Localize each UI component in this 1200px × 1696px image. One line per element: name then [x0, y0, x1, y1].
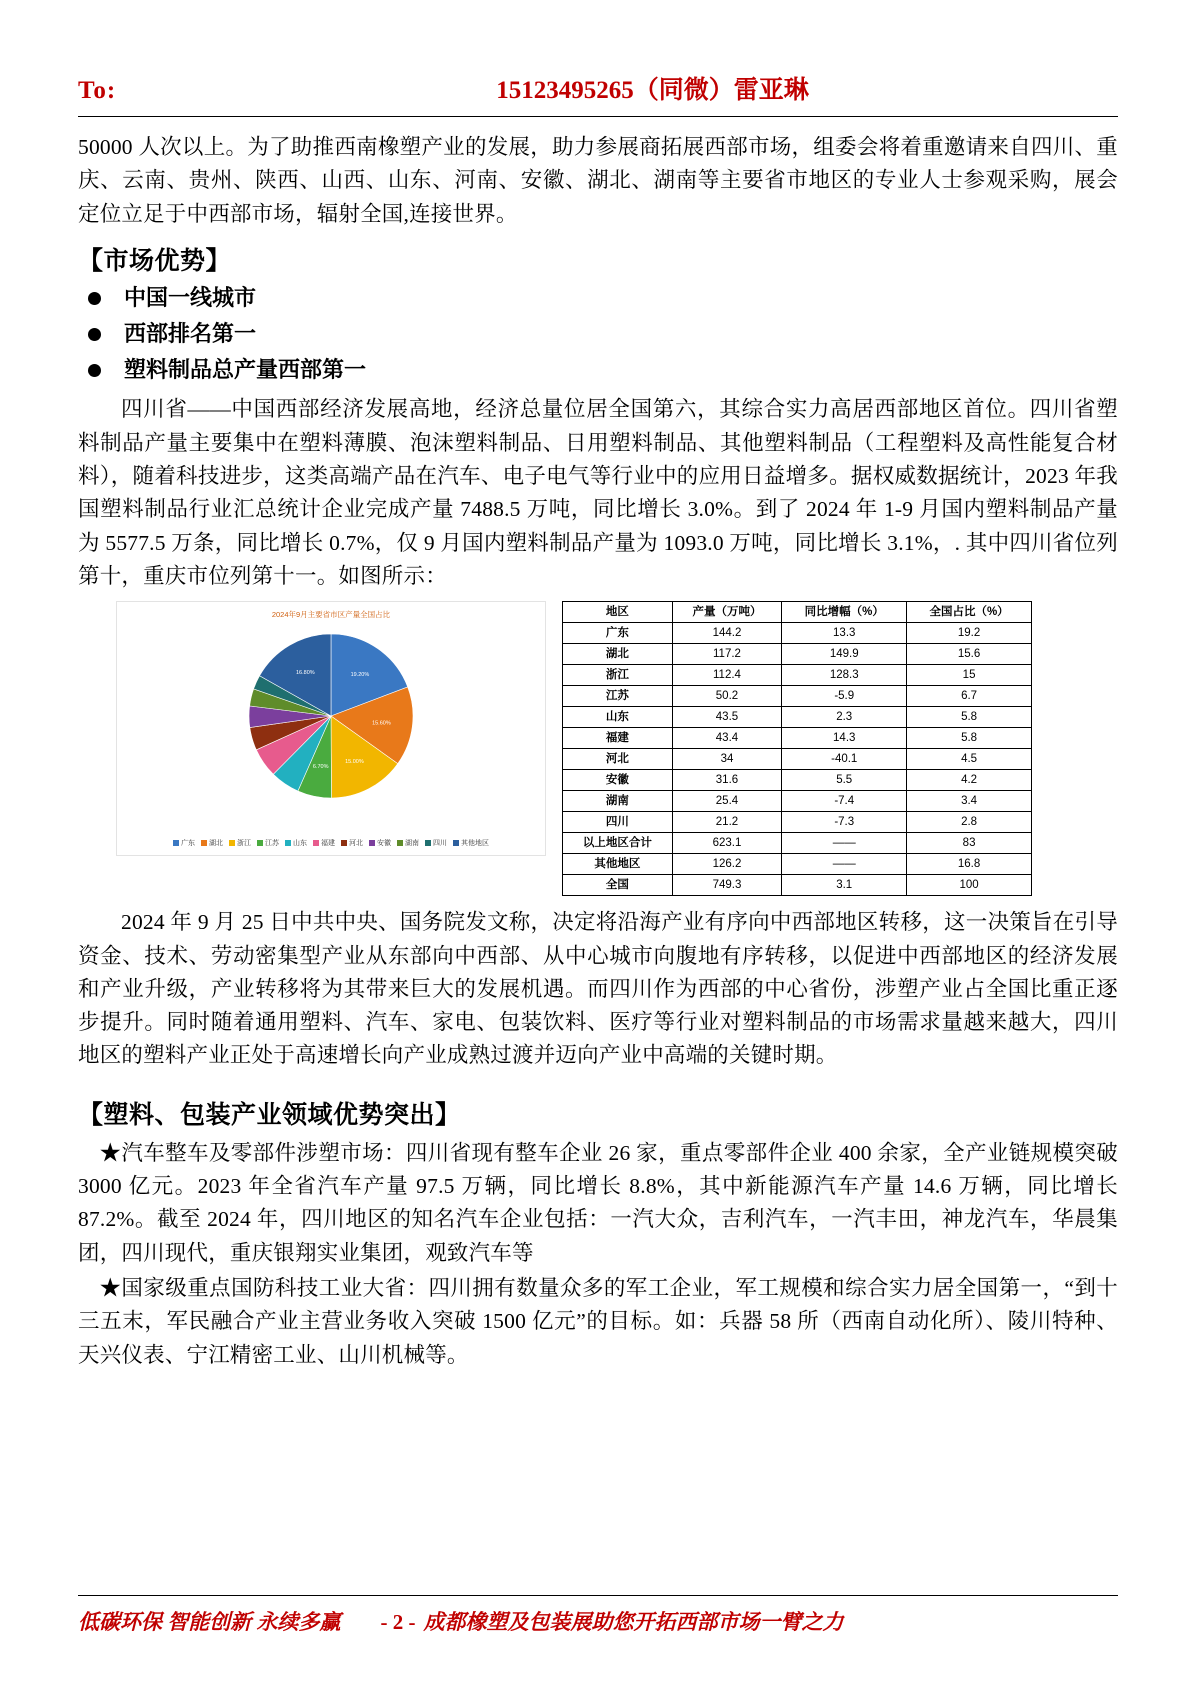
legend-swatch: [397, 840, 403, 846]
legend-item: 江苏: [257, 840, 279, 847]
table-cell: 43.4: [672, 728, 782, 749]
table-cell: 16.8: [907, 854, 1032, 875]
table-cell: 5.8: [907, 728, 1032, 749]
table-cell: ——: [782, 854, 907, 875]
table-row: [563, 875, 1032, 896]
pie-slice-label: 6.70%: [312, 763, 329, 770]
table-cell: 126.2: [672, 854, 782, 875]
table-cell-region: 福建: [563, 728, 673, 749]
paragraph-intro: 50000 人次以上。为了助推西南橡塑产业的发展，助力参展商拓展西部市场，组委会将着重邀请来自四川、重庆、云南、贵州、陕西、山西、山东、河南、安徽、湖北、湖南等主要省市地区的专业人士参观采购，展会定位立足于中西部市场，辐射全国,连接世界。: [78, 135, 1118, 226]
legend-item: 湖北: [201, 840, 223, 847]
pie-chart-svg: [216, 621, 446, 816]
pie-chart-legend: [117, 838, 545, 848]
paragraph-policy: 2024 年 9 月 25 日中共中央、国务院发文称，决定将沿海产业有序向中西部地区转移，这一决策旨在引导资金、技术、劳动密集型产业从东部向中西部、从中心城市向腹地有序转移，以促进中西部地区的经济发展和产业升级，产业转移将为其带来巨大的发展机遇。而四川作为西部的中心省份，涉塑产业占全国比重正逐步提升。同时随着通用塑料、汽车、家电、包装饮料、医疗等行业对塑料制品的市场需求量越来越大，四川地区的塑料产业正处于高速增长向产业成熟过渡并迈向产业中高端的关键时期。: [78, 910, 1118, 1068]
table-cell: 5.5: [782, 770, 907, 791]
table-row: [563, 854, 1032, 875]
legend-swatch: [425, 840, 431, 846]
legend-swatch: [313, 840, 319, 846]
pie-slice-label: 16.80%: [295, 669, 315, 676]
list-item: 中国一线城市: [78, 283, 1118, 314]
section-title-plastic-packaging: 【塑料、包装产业领域优势突出】: [78, 1101, 461, 1129]
table-cell: -40.1: [782, 749, 907, 770]
pie-chart: [116, 601, 546, 856]
list-item: 塑料制品总产量西部第一: [78, 355, 1118, 386]
legend-swatch: [229, 840, 235, 846]
pie-slice-label: 15.00%: [345, 758, 364, 765]
table-cell: 6.7: [907, 686, 1032, 707]
table-cell-region: 浙江: [563, 665, 673, 686]
table-row: [563, 623, 1032, 644]
section-title-market-advantage: 【市场优势】: [78, 247, 232, 275]
table-row: [563, 707, 1032, 728]
table-cell-region: 以上地区合计: [563, 833, 673, 854]
production-table: [562, 601, 1032, 896]
page-content: [78, 70, 1118, 1374]
pie-slice-label: 15.60%: [372, 720, 391, 727]
table-cell: 149.9: [782, 644, 907, 665]
page-header: [78, 70, 1118, 117]
legend-item: 广东: [173, 840, 195, 847]
legend-swatch: [173, 840, 179, 846]
table-cell-region: 四川: [563, 812, 673, 833]
table-cell-region: 安徽: [563, 770, 673, 791]
table-cell: 15: [907, 665, 1032, 686]
paragraph-sichuan-overview: 四川省——中国西部经济发展高地，经济总量位居全国第六，其综合实力高居西部地区首位。四川省塑料制品产量主要集中在塑料薄膜、泡沫塑料制品、日用塑料制品、其他塑料制品（工程塑料及高性能复合材料），随着科技进步，这类高端产品在汽车、电子电气等行业中的应用日益增多。据权威数据统计，2023 年我国塑料制品行业汇总统计企业完成产量 7488.5 万吨，同比增长 3.0%。到了 2024 年 1-9 月国内塑料制品产量为 5577.5 万条，同比增长 0.7%，仅 9 月国内塑料制品产量为 1093.0 万吨，同比增长 3.1%，. 其中四川省位列第十，重庆市位列第十一。如图所示：: [78, 397, 1118, 588]
table-cell: 117.2: [672, 644, 782, 665]
footer-tagline: 成都橡塑及包装展助您开拓西部市场一臂之力: [423, 1610, 844, 1634]
table-cell: 19.2: [907, 623, 1032, 644]
footer-page-number: - 2 -: [380, 1610, 416, 1634]
legend-swatch: [201, 840, 207, 846]
table-cell-region: 广东: [563, 623, 673, 644]
table-cell: -5.9: [782, 686, 907, 707]
table-row: [563, 791, 1032, 812]
table-col-header: 全国占比（%）: [907, 602, 1032, 623]
footer-slogan: 低碳环保 智能创新 永续多赢: [78, 1610, 341, 1634]
table-cell-region: 河北: [563, 749, 673, 770]
table-row: [563, 749, 1032, 770]
legend-item: 福建: [313, 840, 335, 847]
legend-item: 浙江: [229, 840, 251, 847]
table-cell: 749.3: [672, 875, 782, 896]
pie-slice-label: 19.20%: [350, 671, 370, 678]
table-header-row: [563, 602, 1032, 623]
table-cell: 112.4: [672, 665, 782, 686]
table-cell: 144.2: [672, 623, 782, 644]
pie-chart-canvas: [117, 618, 545, 818]
table-cell-region: 湖北: [563, 644, 673, 665]
table-cell: ——: [782, 833, 907, 854]
table-cell: 25.4: [672, 791, 782, 812]
legend-item: 山东: [285, 840, 307, 847]
list-item: 西部排名第一: [78, 319, 1118, 350]
legend-item: 其他地区: [453, 840, 489, 847]
table-cell-region: 全国: [563, 875, 673, 896]
table-cell: 2.3: [782, 707, 907, 728]
table-cell: 3.1: [782, 875, 907, 896]
table-cell: 31.6: [672, 770, 782, 791]
table-row: [563, 833, 1032, 854]
legend-swatch: [453, 840, 459, 846]
table-cell: 50.2: [672, 686, 782, 707]
legend-item: 湖南: [397, 840, 419, 847]
legend-swatch: [285, 840, 291, 846]
table-row: [563, 812, 1032, 833]
table-cell: -7.3: [782, 812, 907, 833]
table-cell: 2.8: [907, 812, 1032, 833]
legend-item: 四川: [425, 840, 447, 847]
legend-swatch: [257, 840, 263, 846]
table-cell: 14.3: [782, 728, 907, 749]
table-cell-region: 江苏: [563, 686, 673, 707]
table-cell: 128.3: [782, 665, 907, 686]
table-cell-region: 湖南: [563, 791, 673, 812]
table-row: [563, 770, 1032, 791]
table-col-header: 产量（万吨）: [672, 602, 782, 623]
legend-swatch: [369, 840, 375, 846]
table-cell-region: 其他地区: [563, 854, 673, 875]
figure-row: [78, 601, 1118, 896]
table-cell-region: 山东: [563, 707, 673, 728]
table-cell: 43.5: [672, 707, 782, 728]
header-to-label: To:: [78, 77, 117, 104]
table-cell: 34: [672, 749, 782, 770]
paragraph-auto-market: ★汽车整车及零部件涉塑市场：四川省现有整车企业 26 家，重点零部件企业 400 余家，全产业链规模突破 3000 亿元。2023 年全省汽车产量 97.5 万辆，同比增长 8.8%，其中新能源汽车产量 14.6 万辆，同比增长 87.2%。截至 2024 年，四川地区的知名汽车企业包括：一汽大众，吉利汽车，一汽丰田，神龙汽车，华晨集团，四川现代，重庆银翔实业集团，观致汽车等: [78, 1140, 1118, 1265]
table-cell: 21.2: [672, 812, 782, 833]
legend-swatch: [341, 840, 347, 846]
header-contact: 15123495265（同微）雷亚琳: [496, 77, 809, 104]
table-cell: 100: [907, 875, 1032, 896]
market-advantage-list: [78, 283, 1118, 385]
table-row: [563, 644, 1032, 665]
table-cell: -7.4: [782, 791, 907, 812]
legend-item: 安徽: [369, 840, 391, 847]
table-cell: 15.6: [907, 644, 1032, 665]
table-row: [563, 728, 1032, 749]
table-cell: 13.3: [782, 623, 907, 644]
legend-item: 河北: [341, 840, 363, 847]
paragraph-defense-industry: ★国家级重点国防科技工业大省：四川拥有数量众多的军工企业，军工规模和综合实力居全国第一，“到十三五末，军民融合产业主营业务收入突破 1500 亿元”的目标。如：兵器 58 所（西南自动化所）、陵川特种、天兴仪表、宁江精密工业、山川机械等。: [78, 1276, 1118, 1367]
table-col-header: 地区: [563, 602, 673, 623]
table-row: [563, 665, 1032, 686]
pie-chart-title: 2024年9月主要省市区产量全国占比: [271, 610, 391, 620]
table-cell: 4.2: [907, 770, 1032, 791]
table-cell: 3.4: [907, 791, 1032, 812]
table-cell: 5.8: [907, 707, 1032, 728]
page-footer: [78, 1595, 1118, 1636]
table-cell: 623.1: [672, 833, 782, 854]
table-cell: 4.5: [907, 749, 1032, 770]
table-cell: 83: [907, 833, 1032, 854]
table-row: [563, 686, 1032, 707]
table-col-header: 同比增幅（%）: [782, 602, 907, 623]
